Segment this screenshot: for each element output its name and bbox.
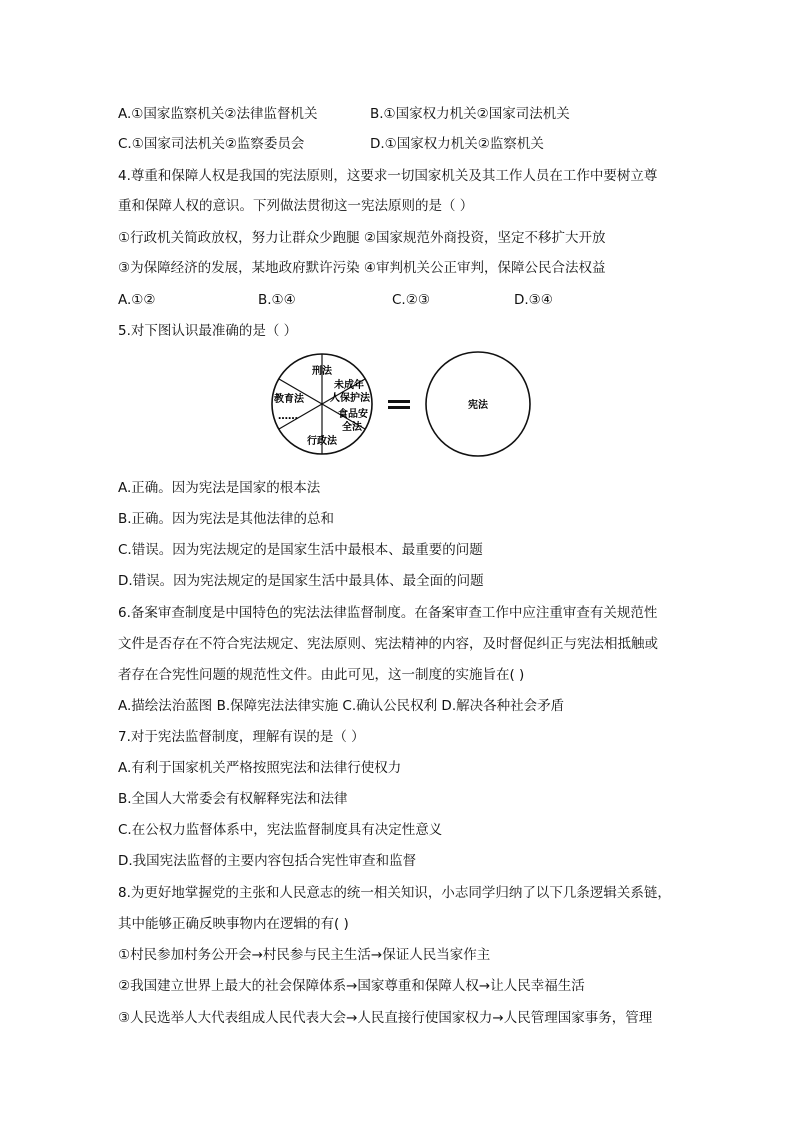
segment-label: 行政法 [307, 436, 337, 447]
q4-option-a: A.①② [118, 292, 156, 308]
q4-items-line2: ③为保障经济的发展，某地政府默许污染 ④审判机关公正审判，保障公民合法权益 [118, 260, 606, 276]
q8-item-2: ②我国建立世界上最大的社会保障体系→国家尊重和保障人权→让人民幸福生活 [118, 978, 585, 994]
right-circle-label: 宪法 [468, 400, 488, 411]
q4-option-b: B.①④ [258, 292, 296, 308]
q7-stem: 7.对于宪法监督制度，理解有误的是（ ） [118, 729, 365, 745]
q3-option-c: C.①国家司法机关②监察委员会 [118, 136, 305, 152]
segment-label: 教育法 [274, 394, 304, 405]
q5-option-d: D.错误。因为宪法规定的是国家生活中最具体、最全面的问题 [118, 573, 484, 589]
segment-label: …… [278, 411, 298, 422]
q6-stem-line1: 6.备案审查制度是中国特色的宪法法律监督制度。在备案审查工作中应注重审查有关规范性 [118, 605, 658, 621]
q5-option-b: B.正确。因为宪法是其他法律的总和 [118, 511, 335, 527]
segment-label: 人保护法 [330, 393, 370, 404]
q5-figure [260, 350, 540, 458]
q7-option-b: B.全国人大常委会有权解释宪法和法律 [118, 791, 348, 807]
q8-stem-line1: 8.为更好地掌握党的主张和人民意志的统一相关知识，小志同学归纳了以下几条逻辑关系链， [118, 885, 671, 901]
q7-option-d: D.我国宪法监督的主要内容包括合宪性审查和监督 [118, 853, 417, 869]
equals-sign [388, 406, 410, 409]
q7-option-c: C.在公权力监督体系中，宪法监督制度具有决定性意义 [118, 822, 443, 838]
segment-label: 未成年 [334, 380, 364, 391]
q6-stem-line2: 文件是否存在不符合宪法规定、宪法原则、宪法精神的内容，及时督促纠正与宪法相抵触或 [118, 636, 658, 652]
q5-stem: 5.对下图认识最准确的是（ ） [118, 323, 298, 339]
equals-sign [388, 400, 410, 403]
q5-option-a: A.正确。因为宪法是国家的根本法 [118, 480, 321, 496]
q5-option-c: C.错误。因为宪法规定的是国家生活中最根本、最重要的问题 [118, 542, 483, 558]
q4-items-line1: ①行政机关简政放权，努力让群众少跑腿 ②国家规范外商投资，坚定不移扩大开放 [118, 230, 606, 246]
q8-item-3: ③人民选举人大代表组成人民代表大会→人民直接行使国家权力→人民管理国家事务，管理 [118, 1010, 653, 1026]
segment-label: 食品安 [338, 409, 368, 420]
q3-option-b: B.①国家权力机关②国家司法机关 [370, 106, 570, 122]
q4-stem-line1: 4.尊重和保障人权是我国的宪法原则，这要求一切国家机关及其工作人员在工作中要树立尊 [118, 168, 658, 184]
q8-item-1: ①村民参加村务公开会→村民参与民主生活→保证人民当家作主 [118, 947, 491, 963]
segment-label: 全法 [342, 422, 362, 433]
q3-option-d: D.①国家权力机关②监察机关 [370, 136, 544, 152]
q6-stem-line3: 者存在合宪性问题的规范性文件。由此可见，这一制度的实施旨在( ) [118, 667, 525, 683]
q6-options: A.描绘法治蓝图 B.保障宪法法律实施 C.确认公民权利 D.解决各种社会矛盾 [118, 698, 565, 714]
q3-option-a: A.①国家监察机关②法律监督机关 [118, 106, 318, 122]
q4-option-d: D.③④ [514, 292, 553, 308]
q7-option-a: A.有利于国家机关严格按照宪法和法律行使权力 [118, 760, 402, 776]
q4-option-c: C.②③ [392, 292, 430, 308]
q8-stem-line2: 其中能够正确反映事物内在逻辑的有( ) [118, 916, 349, 932]
q4-stem-line2: 重和保障人权的意识。下列做法贯彻这一宪法原则的是（ ） [118, 198, 474, 214]
segment-label: 刑法 [312, 366, 332, 377]
